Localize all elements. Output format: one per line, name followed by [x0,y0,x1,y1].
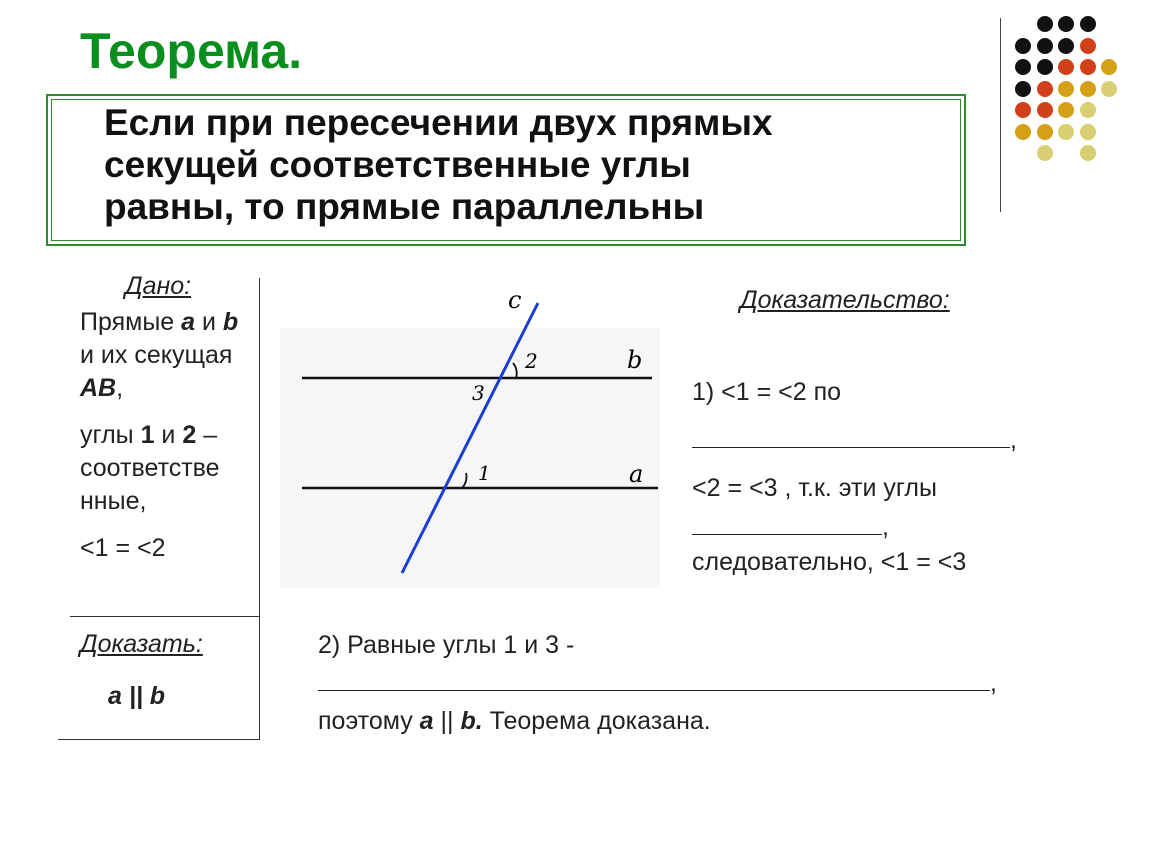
decorative-dot-grid [1015,16,1145,186]
proof-step-1-line-a: 1) <1 = <2 по [692,378,842,406]
decorative-dot [1037,59,1053,75]
fill-in-blank[interactable] [692,512,882,535]
decorative-dot [1037,81,1053,97]
decorative-dot [1037,124,1053,140]
proof-label: Доказательство: [740,286,950,314]
proof-step-2-line-a: 2) Равные углы 1 и 3 - [318,631,575,659]
decorative-dot [1080,16,1096,32]
given-bottom-border [58,739,260,740]
given-equality: <1 = <2 [80,534,166,562]
decorative-dot [1015,59,1031,75]
decorative-dot [1058,124,1074,140]
label-c: c [508,288,522,314]
decorative-dot [1037,102,1053,118]
given-angles-paragraph: углы 1 и 2 – соответстве нные, [80,421,220,515]
proof-step-2 [318,626,1018,740]
prove-label: Доказать: [80,630,203,658]
decorative-dot [1080,38,1096,54]
proof-step-1-blank-b: , [692,512,1032,538]
angle-1-label: 1 [478,461,491,485]
decorative-dot [1037,145,1053,161]
decorative-dot [1080,102,1096,118]
slide-title: Теорема. [80,23,303,79]
decorative-dot [1101,59,1117,75]
decorative-dot [1015,81,1031,97]
decorative-dot [1015,102,1031,118]
decorative-dot [1058,102,1074,118]
proof-step-2-conclusion: поэтому a || b. Теорема доказана. [318,707,711,735]
fill-in-blank[interactable] [692,425,1010,448]
parallel-lines-figure [280,288,665,588]
proof-step-1-line-c: следовательно, <1 = <3 [692,548,967,576]
decorative-dot [1080,145,1096,161]
theorem-box [46,94,966,246]
given-right-border [259,278,260,740]
label-a: a [629,460,644,488]
decorative-divider [1000,18,1001,212]
theorem-line-2: секущей соответственные углы [104,144,691,185]
decorative-dot [1080,124,1096,140]
decorative-dot [1080,81,1096,97]
proof-step-1-blank-a: , [692,416,1032,464]
figure-background [280,328,660,588]
decorative-dot [1015,124,1031,140]
fill-in-blank[interactable] [318,668,990,691]
proof-step-1-line-b: <2 = <3 , т.к. эти углы [692,474,937,502]
proof-step-1 [692,368,1032,586]
decorative-dot [1058,16,1074,32]
given-label: Дано: [125,272,192,300]
proof-step-2-blank: , [318,664,1018,702]
theorem-line-3: равны, то прямые параллельны [104,186,705,227]
decorative-dot [1080,59,1096,75]
decorative-dot [1058,38,1074,54]
decorative-dot [1037,16,1053,32]
angle-2-label: 2 [525,349,538,373]
decorative-dot [1037,38,1053,54]
theorem-line-1: Если при пересечении двух прямых [104,102,773,143]
given-lines-paragraph: Прямые a и b и их секущая AB, [80,308,239,402]
given-panel [58,268,260,740]
given-separator [70,616,260,617]
decorative-dot [1058,81,1074,97]
prove-statement: a || b [108,682,166,710]
decorative-dot [1058,59,1074,75]
decorative-dot [1015,38,1031,54]
theorem-statement [104,102,954,228]
given-conditions [80,306,252,579]
decorative-dot [1101,81,1117,97]
angle-3-label: 3 [472,381,485,405]
label-b: b [627,346,643,374]
